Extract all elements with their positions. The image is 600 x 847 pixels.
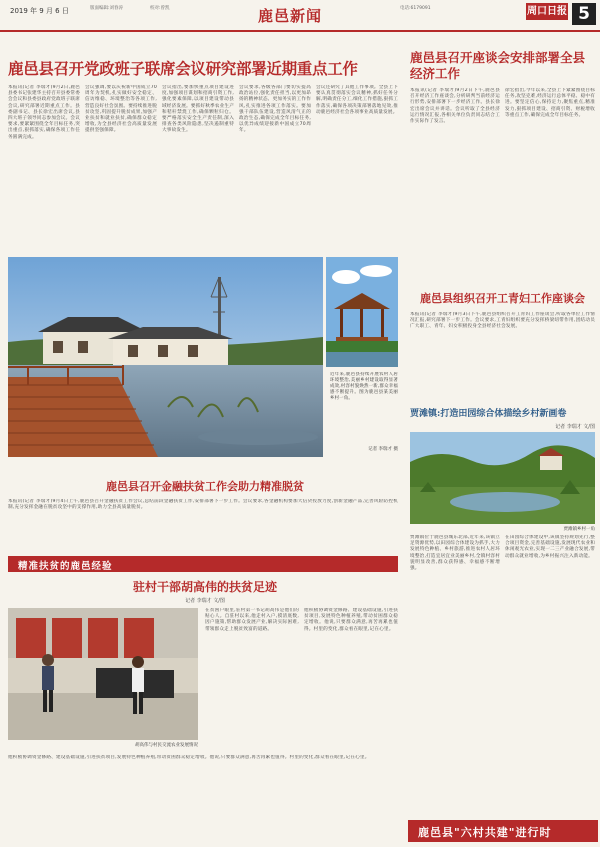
feature-photo <box>8 608 198 740</box>
hotline: 电话:6179091 <box>400 6 431 11</box>
editor-credit: 版面编辑:刘春涛 <box>90 6 124 11</box>
jiacheng-text-2: 在田园综合体建设中,该镇坚持规划先行,整合项目资金,完善基础设施,发展现代农业和休闲观光农业,实现一二三产业融合发展,带动群众就业增收,为乡村振兴注入新动能。 <box>505 535 595 559</box>
feature-headline: 驻村干部胡高伟的扶贫足迹 <box>132 580 277 594</box>
feature-text-2: 他积极协调资金修路、建设基础设施,引进扶贫项目,发展特色种植养殖,带动贫困群众稳定增收。他说,只要群众满意,再苦再累也值得。村里的变化,群众看在眼里,记在心里。 <box>304 608 398 632</box>
jiacheng-photo <box>410 432 595 524</box>
issue-date: 2019 年 9 月 6 日 <box>10 7 69 15</box>
footer-banner-label: 鹿邑县"六村共建"进行时 <box>418 826 552 839</box>
village-photo <box>8 257 323 457</box>
section-title: 鹿邑新闻 <box>258 7 323 25</box>
sidebar-headline: 鹿邑县召开座谈会安排部署全县经济工作 <box>410 50 586 81</box>
newspaper-logo: 周口日报 <box>526 3 568 20</box>
photo-caption: 近年来,鹿邑县持续开展农村人居环境整治,美丽乡村建设取得显著成效,村容村貌焕然一新,群众幸福感不断提升。图为鹿邑县某美丽乡村一角。 <box>330 372 398 401</box>
jiacheng-caption: 贾滩镇乡村一角 <box>563 527 595 532</box>
feature-text-1: 在贫困户眼里,驻村第一书记胡高伟是他们的贴心人。自驻村以来,他走村入户,摸清底数,因户施策,帮助群众发展产业,解决实际困难,带领群众走上脱贫致富的道路。 <box>205 608 299 632</box>
sidebar-text-1: 本报讯(记者 李瑞才)9月2日下午,鹿邑县召开经济工作座谈会,分析研判当前经济运行形势,安排部署下一步经济工作。县长徐宏出席会议并讲话。会议听取了全县经济运行情况汇报,各相关单位负责同志结合工作实际作了发言。 <box>410 88 500 125</box>
footer-banner <box>408 820 598 842</box>
lead-column-3: 会议指出,要加快重点项目建设进度,加强项目谋划和招商引资工作,强化要素保障,以项目建设带动县域经济发展。要抓好秋季农业生产和秸秆禁烧工作,确保颗粒归仓。要严格落实安全生产责任制,深入排查各类风险隐患,坚决遏制重特大事故发生。 <box>162 85 234 134</box>
feature-byline: 记者 李瑞才 文/图 <box>185 598 225 604</box>
lead-column-2: 会议强调,要以庆祝新中国成立70周年为契机,扎实做好安全稳定、信访维稳、环境整治等各项工作,营造良好社会氛围。要持续推进脱贫攻坚,巩固提升脱贫成果,加强产业扶贫和就业扶贫,确保群众稳定增收,为全县经济社会高质量发展提供坚强保障。 <box>85 85 157 134</box>
lead-column-5: 会议还研究了其他工作事项。全县上下要认真贯彻落实会议精神,抓好任务分解,明确责任分工,细化工作措施,狠抓工作落实,确保各项决策部署落地见效,推动鹿邑经济社会各项事业高质量发展。 <box>316 85 398 115</box>
banner-label: 精准扶贫的鹿邑经验 <box>18 561 113 572</box>
lead-headline: 鹿邑县召开党政班子联席会议研究部署近期重点工作 <box>8 59 358 78</box>
finance-text: 本报讯(记者 李瑞才)9月4日上午,鹿邑县召开金融扶贫工作会议,总结前段金融扶贫工作,安排部署下一步工作。会议要求,各金融机构要加大信贷投放力度,创新金融产品,完善风险防控机制,充分发挥金融在脱贫攻坚中的支撑作用,助力全县高质量脱贫。 <box>8 499 398 511</box>
feature-text-3: 他积极协调资金修路、建设基础设施,引进扶贫项目,发展特色种植养殖,带动贫困群众稳定增收。他说,只要群众满意,再苦再累也值得。村里的变化,群众看在眼里,记在心里。 <box>8 755 370 760</box>
forum-text: 本报讯(记者 李瑞才)9月3日下午,鹿邑县组织召开工青妇工作座谈会,听取各单位工作情况汇报,研究部署下一步工作。会议要求,工青妇组织要充分发挥桥梁纽带作用,团结动员广大职工、青年、妇女积极投身全县经济社会发展。 <box>410 312 595 330</box>
jiacheng-byline: 记者 李瑞才 文/图 <box>555 424 595 430</box>
lead-column-1: 本报讯(记者 李瑞才)9月2日,鹿邑县委书记张建华主持召开县委常委会会议和县委县政府党政班子联席会议,研究部署近期重点工作。县委副书记、县长徐宏出席会议,县四大班子领导同志参加会议。会议要求,要紧紧围绕全年目标任务,突出重点,狠抓落实,确保各项工作任务圆满完成。 <box>8 85 80 140</box>
sidebar-text-2: 徐宏指出,今年以来,全县上下紧紧围绕目标任务,攻坚克难,经济运行总体平稳、稳中有进。要坚定信心,保持定力,聚焦重点,精准发力,狠抓项目建设、招商引资、财税增收等重点工作,确保完成全年目标任务。 <box>505 88 595 118</box>
section-banner <box>8 556 398 572</box>
forum-headline: 鹿邑县组织召开工青妇工作座谈会 <box>420 292 585 305</box>
jiacheng-headline: 贾滩镇:打造田园综合体描绘乡村新画卷 <box>410 409 567 419</box>
pavilion-photo <box>326 257 398 367</box>
photo-credit: 记者 李瑞才 摄 <box>368 447 398 452</box>
feature-photo-caption: 胡高伟与村民交流农业发展情况 <box>135 743 198 748</box>
lead-column-4: 会议要求,各级各部门要切实提高政治站位,强化责任担当,以更加昂扬的精神状态、更加务实的工作作风,扎实推进各项工作落实。要加强干部队伍建设,营造风清气正的政治生态,确保完成全年目标任务,以优异成绩迎接新中国成立70周年。 <box>239 85 311 134</box>
page-number: 5 <box>572 3 596 25</box>
jiacheng-text-1: 贾滩镇位于鹿邑县城东北部,近年来,该镇立足资源优势,以田园综合体建设为抓手,大力发展特色种植、乡村旅游,推进农村人居环境整治,打造宜居宜业美丽乡村,全镇村容村貌明显改善,群众获得感、幸福感不断增强。 <box>410 535 500 572</box>
proofreader-credit: 校对:曾凯 <box>150 6 170 11</box>
masthead <box>0 0 600 32</box>
finance-headline: 鹿邑县召开金融扶贫工作会助力精准脱贫 <box>106 480 304 493</box>
